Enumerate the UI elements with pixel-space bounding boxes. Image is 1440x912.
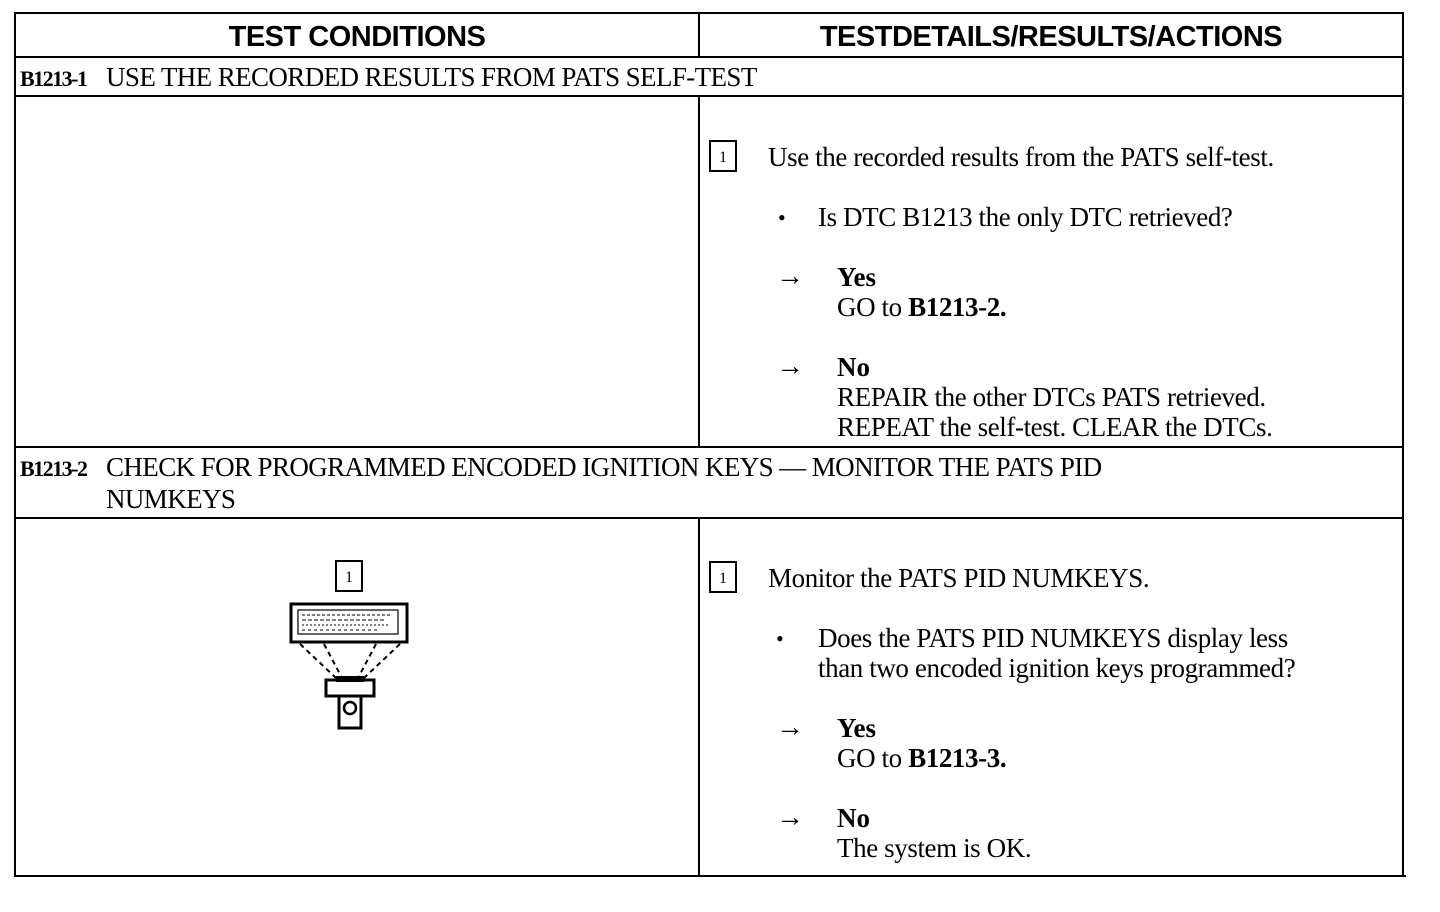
step1-bottom-border [14, 446, 1404, 448]
step2-question-bullet: • [776, 626, 784, 651]
table-left-border [14, 12, 16, 877]
step1-no-action-line2: REPEAT the self-test. CLEAR the DTCs. [837, 412, 1273, 442]
step1-yes-target: B1213-2 [908, 292, 1000, 322]
step2-question-line2: than two encoded ignition keys programmed? [818, 653, 1296, 683]
step1-title-bottom-border [14, 95, 1404, 97]
step2-title-line1: CHECK FOR PROGRAMMED ENCODED IGNITION KEYS — MONITOR THE PATS PID [106, 452, 1102, 482]
step1-question-bullet: • [778, 205, 786, 230]
header-bottom-border [14, 56, 1404, 58]
step2-yes-suffix: . [999, 743, 1007, 773]
step1-no-action-line1: REPAIR the other DTCs PATS retrieved. [837, 382, 1266, 412]
step2-diagram-number-box: 1 [335, 560, 363, 592]
column-divider-step2 [698, 517, 700, 877]
step1-yes-suffix: . [999, 292, 1007, 322]
step2-title-line2: NUMKEYS [106, 484, 236, 514]
step2-title-bottom-border [14, 517, 1404, 519]
step2-no-arrow: → [776, 802, 804, 833]
step1-yes-label: Yes [837, 262, 876, 292]
step2-yes-label: Yes [837, 713, 876, 743]
step1-title: USE THE RECORDED RESULTS FROM PATS SELF-TEST [106, 62, 757, 92]
step1-no-arrow: → [776, 351, 804, 382]
step1-no-label: No [837, 352, 870, 382]
step1-yes-action [837, 292, 1006, 322]
step2-detail-number-box: 1 [709, 561, 737, 593]
step2-question-line1: Does the PATS PID NUMKEYS display less [818, 623, 1288, 653]
step1-yes-arrow: → [776, 261, 804, 292]
table-right-border [1402, 12, 1404, 877]
step2-yes-target: B1213-3 [908, 743, 1000, 773]
table-bottom-border [14, 875, 1406, 877]
step2-no-label: No [837, 803, 870, 833]
step2-id: B1213-2 [20, 456, 87, 481]
step2-yes-action [837, 743, 1006, 773]
step2-yes-arrow: → [776, 712, 804, 743]
step1-id: B1213-1 [20, 66, 87, 91]
step2-no-action-line1: The system is OK. [837, 833, 1032, 863]
step2-yes-prefix: GO to [837, 743, 909, 773]
step1-instruction: Use the recorded results from the PATS self-test. [768, 142, 1274, 172]
step1-detail-number-box: 1 [709, 140, 737, 172]
step1-question: Is DTC B1213 the only DTC retrieved? [818, 202, 1233, 232]
step1-yes-prefix: GO to [837, 292, 909, 322]
step2-instruction: Monitor the PATS PID NUMKEYS. [768, 563, 1150, 593]
column-divider-step1 [698, 95, 700, 447]
header-test-details: TESTDETAILS/RESULTS/ACTIONS [819, 21, 1283, 53]
scan-tool-connector-diagram [280, 596, 420, 736]
header-test-conditions: TEST CONDITIONS [228, 21, 486, 53]
